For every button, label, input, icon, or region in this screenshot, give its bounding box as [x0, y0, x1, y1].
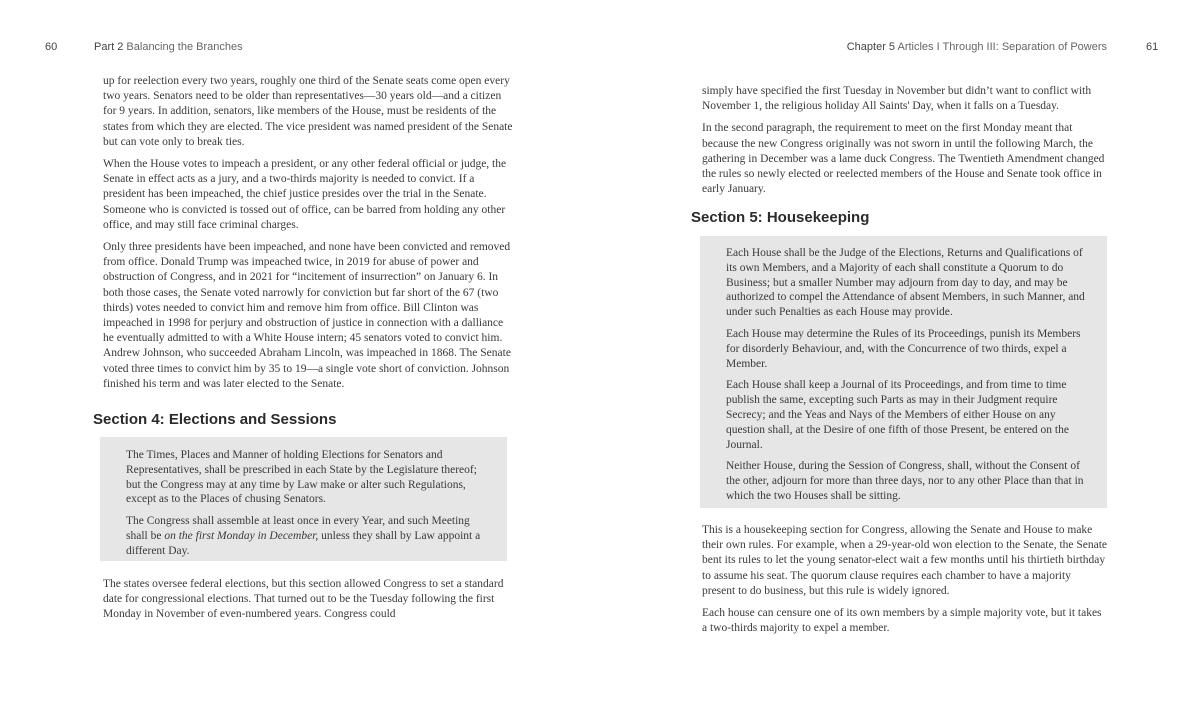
- left-paragraph: When the House votes to impeach a president, or any other federal official or judge, the Senate in effect acts as a jury, and a two-thirds majority is needed to convict. If a president has been impeached, the chief justice presides over the trial in the Senate. Someone who is convicted is tossed out of office, can be barred from holding any other office, and may still face criminal charges.: [103, 158, 507, 231]
- right-paragraph: This is a housekeeping section for Congress, allowing the Senate and House to make their own rules. For example, when a 29-year-old won election to the Senate, the Senate bent its rules to let the young senator-elect wait a few months until his thirtieth birthday to assume his seat. The quorum clause requires each chamber to have a majority present to do business, but this rule is widely ignored.: [702, 524, 1108, 597]
- left-paragraph: Only three presidents have been impeached, and none have been convicted and removed from office. Donald Trump was impeached twice, in 2019 for abuse of power and obstruction of Congress, and in 2021 for “incitement of insurrection” on January 6. In both those cases, the Senate voted narrowly for conviction but far short of the 67 (two thirds) votes needed to convict him and remove him from office. Bill Clinton was impeached in 1998 for perjury and obstruction of justice in connection with a dalliance he eventually admitted to with a White House intern; 45 senators voted to convict him. Andrew Johnson, who succeeded Abraham Lincoln, was impeached in 1868. The Senate voted three times to convict him by 35 to 19—a single vote short of conviction. Johnson finished his term and was later elected to the Senate.: [103, 241, 511, 390]
- left-paragraph: The states oversee federal elections, but this section allowed Congress to set a standard date for congressional elections. That turned out to be the Tuesday following the first Monday in November of even-numbered years. Congress could: [103, 578, 504, 621]
- part-title: Balancing the Branches: [126, 41, 243, 53]
- left-page-number: 60: [45, 41, 58, 53]
- quote-paragraph: Neither House, during the Session of Congress, shall, without the Consent of the other, adjourn for more than three days, nor to any other Place than that in which the two Houses shall be sitting.: [726, 460, 1084, 502]
- left-paragraph: up for reelection every two years, roughly one third of the Senate seats come open every two years. Senators need to be older than representatives—30 years old—and a citizen for 9 years. In addition, senators, like members of the House, must be residents of the states from which they are elected. The vice president was named president of the Senate but can vote only to break ties.: [103, 75, 513, 148]
- right-running-header: [847, 41, 1107, 53]
- constitution-quote-box-section-5: [700, 236, 1107, 508]
- right-page-body-top: [702, 84, 1107, 204]
- quote-paragraph: Each House may determine the Rules of its Proceedings, punish its Members for disorderly Behaviour, and, with the Concurrence of two thirds, expel a Member.: [726, 327, 1081, 370]
- part-label: Part 2: [94, 41, 124, 53]
- quote-paragraph: [126, 514, 493, 558]
- quote-text: unless they shall by Law appoint a different Day.: [126, 529, 481, 557]
- quote-paragraph: Each House shall keep a Journal of its Proceedings, and from time to time publish the same, excepting such Parts as may in their Judgment require Secrecy; and the Yeas and Nays of the Members of either House on any question shall, at the Desire of one fifth of those Present, be entered on the Journal.: [726, 379, 1069, 451]
- left-page-body-top: [103, 74, 513, 399]
- quote-paragraph: Each House shall be the Judge of the Elections, Returns and Qualifications of its own Members, and a Majority of each shall constitute a Quorum to do Business; but a smaller Number may adjourn from day to day, and may be authorized to compel the Attendance of absent Members, in such Manner, and under such Penalties as each House may provide.: [726, 247, 1085, 319]
- right-paragraph: simply have specified the first Tuesday in November but didn’t want to conflict with November 1, the religious holiday All Saints' Day, when it falls on a Tuesday.: [702, 85, 1092, 113]
- left-page-body-bottom: [103, 577, 513, 630]
- section-4-heading: Section 4: Elections and Sessions: [93, 411, 337, 428]
- section-5-heading: Section 5: Housekeeping: [691, 209, 870, 226]
- chapter-title: Articles I Through III: Separation of Powers: [897, 41, 1107, 53]
- right-page-body-bottom: [702, 523, 1107, 643]
- constitution-quote-box-section-4: [100, 437, 507, 561]
- right-paragraph: In the second paragraph, the requirement to meet on the first Monday meant that because the new Congress originally was not sworn in until the following March, the gathering in December was a lame duck Congress. The Twentieth Amendment changed the rules so newly elected or reelected members of the House and Senate took office in early January.: [702, 122, 1105, 196]
- left-running-header: [94, 41, 243, 53]
- right-page-number: 61: [1146, 41, 1159, 53]
- chapter-label: Chapter 5: [846, 41, 896, 53]
- quote-text: The Congress shall assemble at least once in every Year, and such Meeting shall be: [126, 515, 470, 542]
- right-paragraph: Each house can censure one of its own members by a simple majority vote, but it takes a two-thirds majority to expel a member.: [702, 607, 1102, 635]
- quote-italic-text: on the first Monday in December,: [164, 529, 319, 542]
- quote-paragraph: The Times, Places and Manner of holding Elections for Senators and Representatives, shall be prescribed in each State by the Legislature thereof; but the Congress may at any time by Law make or alter such Regulations, except as to the Places of chusing Senators.: [126, 449, 477, 506]
